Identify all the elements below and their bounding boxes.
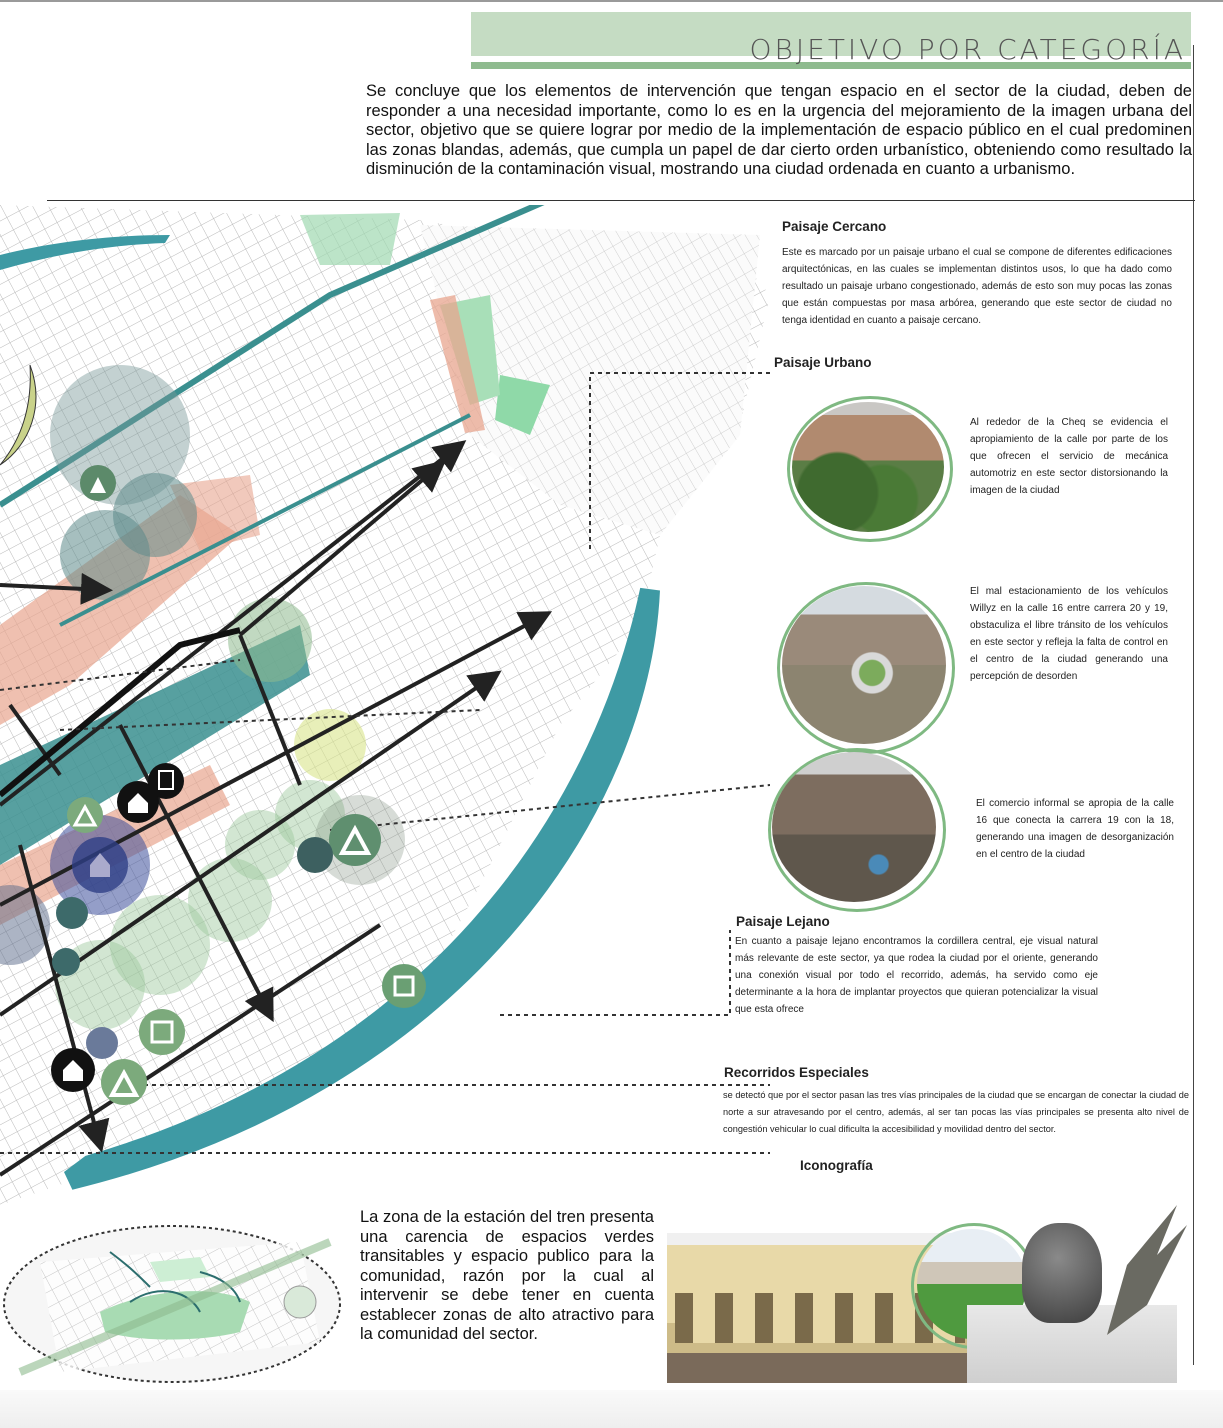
paisaje-cercano-text: Este es marcado por un paisaje urbano el cual se compone de diferentes edificaciones arquitectónicas, en las cuales se implementan distintos usos, lo que ha dado como resultado un paisaje urbano congestionado, además de esto son muy pocas las zonas que están compuestas por masa arbórea, generando que este sector de ciudad no tenga identidad en cuanto a paisaje cercano.	[782, 247, 1172, 326]
bottom-fade	[0, 1390, 1223, 1428]
abstract-sculpture	[1087, 1195, 1195, 1335]
station-inset-map	[0, 1222, 345, 1387]
top-border	[0, 0, 1223, 2]
iconografia-title: Iconografía	[800, 1158, 873, 1173]
side-rule	[1193, 45, 1194, 1365]
recorridos-title: Recorridos Especiales	[724, 1065, 869, 1080]
photo-aerial-trees	[792, 402, 944, 532]
paisaje-urbano-text-2: El mal estacionamiento de los vehículos Willyz en la calle 16 entre carrera 20 y 19, obstaculiza el libre tránsito de los vehículos en este sector y refleja la falta de control en el centro de la ciudad generando una percepción de desorden	[970, 586, 1168, 682]
paisaje-urbano-text-1: Al rededor de la Cheq se evidencia el apropiamiento de la calle por parte de los que ofrecen el servicio de mecánica automotriz en este sector distorsionando la imagen de la ciudad	[970, 417, 1168, 496]
paisaje-cercano-title: Paisaje Cercano	[782, 219, 887, 234]
recorridos-text: se detectó que por el sector pasan las tres vías principales de la ciudad que se encargan de conectar la ciudad de norte a sur atravesando por el centro, además, al ser tan pocas las vías principales se presenta alto nivel de congestión vehicular lo cual dificulta la accesibilidad y movilidad dentro del sector.	[723, 1090, 1189, 1134]
paisaje-urbano-title: Paisaje Urbano	[774, 355, 872, 370]
estacion-paragraph: La zona de la estación del tren presenta una carencia de espacios verdes transitables y espacio publico para la comunidad, razón por la cual al intervenir se debe tener en cuenta establecer zonas de alto atractivo para la comunidad del sector.	[360, 1208, 654, 1343]
photo-informal-commerce	[772, 752, 936, 902]
leader-line	[500, 930, 730, 1015]
iconography-collage	[667, 1195, 1195, 1383]
urban-map	[0, 205, 770, 1205]
paisaje-urbano-text-3: El comercio informal se apropia de la calle 16 que conecta la carrera 19 con la 18, generando una imagen de desorganización en el centro de la ciudad	[976, 798, 1174, 860]
intro-divider	[47, 200, 1195, 201]
intro-paragraph: Se concluye que los elementos de intervención que tengan espacio en el sector de la ciudad, deben de responder a una necesidad importante, como lo es en la urgencia del mejoramiento de la imagen urbana del sector, objetivo que se quiere lograr por medio de la implementación de espacio público en el cual predominen las zonas blandas, además, que cumpla un papel de dar cierto orden urbanístico, obteniendo como resultado la disminución de la contaminación visual, mostrando una ciudad ordenada en cuanto a urbanismo.	[366, 82, 1192, 178]
page-title: OBJETIVO POR CATEGORÍA	[749, 33, 1186, 66]
paisaje-lejano-text: En cuanto a paisaje lejano encontramos la cordillera central, eje visual natural más relevante de este sector, ya que rodea la ciudad por el oriente, generando una conexión visual por todo el recorrido, además, ha servido como eje determinante a la hora de implantar proyectos que quieran potencializar la visual que esta ofrece	[735, 936, 1098, 1015]
paisaje-lejano-title: Paisaje Lejano	[736, 914, 830, 929]
photo-roundabout	[782, 586, 946, 744]
